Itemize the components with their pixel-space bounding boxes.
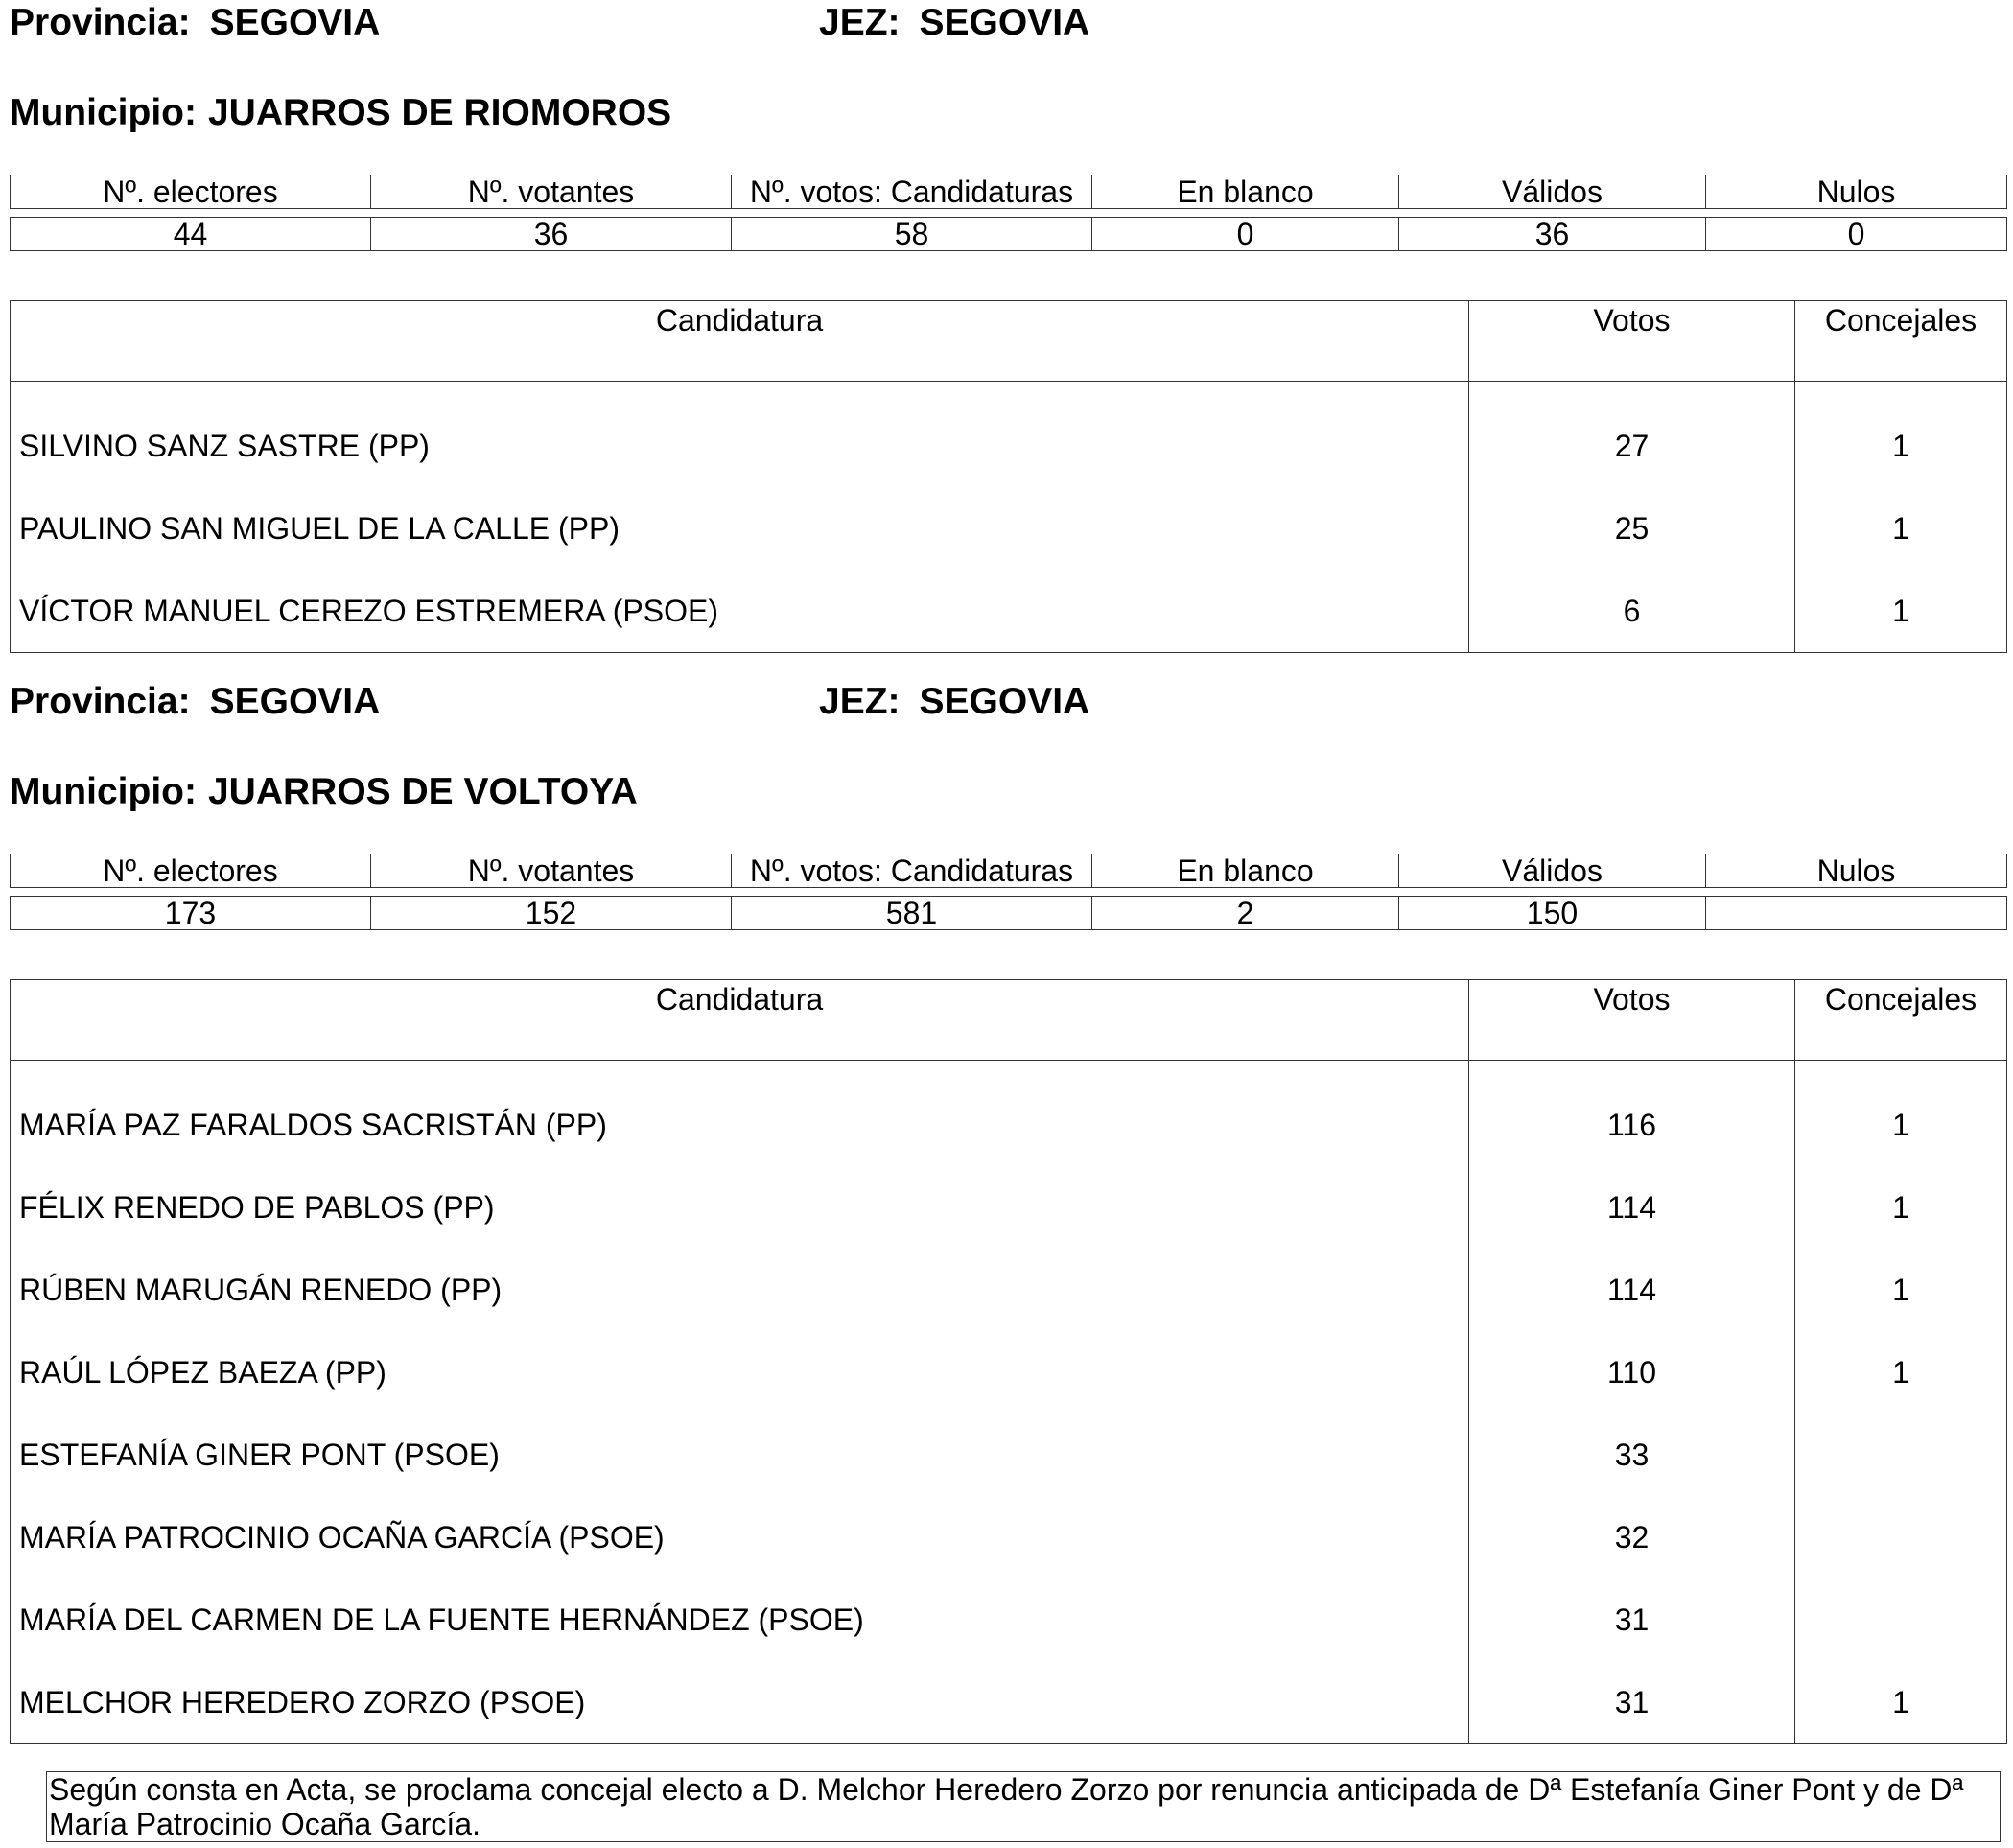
jez-value: SEGOVIA — [919, 2, 1090, 43]
candidate-concejales: 1 — [1795, 382, 2007, 488]
candidate-row — [11, 1166, 2007, 1249]
stats-header-electores: Nº. electores — [11, 175, 371, 209]
stats-header-en-blanco: En blanco — [1092, 175, 1399, 209]
stats-value-votantes: 36 — [371, 218, 732, 251]
stats-value-validos: 150 — [1399, 897, 1706, 930]
candidate-votos: 116 — [1469, 1061, 1795, 1167]
stats-value-en-blanco: 0 — [1092, 218, 1399, 251]
candidates-header-row — [11, 980, 2007, 1061]
candidate-row — [11, 1061, 2007, 1167]
candidate-name: VÍCTOR MANUEL CEREZO ESTREMERA (PSOE) — [19, 593, 718, 628]
candidate-concejales: 1 — [1795, 1061, 2007, 1167]
stats-value-nulos — [1706, 897, 2007, 930]
candidate-name: MARÍA DEL CARMEN DE LA FUENTE HERNÁNDEZ (PSOE) — [19, 1602, 864, 1637]
stats-header-validos: Válidos — [1399, 854, 1706, 888]
provincia-value: SEGOVIA — [209, 2, 381, 43]
municipio-header — [10, 90, 671, 136]
candidate-concejales: 1 — [1795, 1331, 2007, 1414]
provincia-header — [10, 0, 380, 46]
candidates-table — [10, 300, 2007, 653]
jez-header — [819, 0, 1089, 46]
candidate-name: RAÚL LÓPEZ BAEZA (PP) — [19, 1354, 386, 1390]
proclamation-note: Según consta en Acta, se proclama concejal electo a D. Melchor Heredero Zorzo por renuncia anticipada de Dª Estefanía Giner Pont y de Dª María Patrocinio Ocaña García. — [46, 1771, 2001, 1842]
municipio-label: Municipio: — [10, 92, 197, 133]
municipio-header — [10, 769, 638, 815]
stats-values-row — [11, 218, 2007, 251]
candidate-row — [11, 1331, 2007, 1414]
stats-value-en-blanco: 2 — [1092, 897, 1399, 930]
stats-header-table — [10, 854, 2007, 888]
stats-value-votos-candidaturas: 581 — [732, 897, 1092, 930]
municipio-value: JUARROS DE RIOMOROS — [207, 92, 672, 133]
provincia-header — [10, 679, 380, 725]
municipio-value: JUARROS DE VOLTOYA — [207, 771, 638, 812]
candidate-votos: 114 — [1469, 1249, 1795, 1331]
candidate-name: RÚBEN MARUGÁN RENEDO (PP) — [19, 1272, 503, 1307]
stats-header-electores: Nº. electores — [11, 854, 371, 888]
candidate-name: MELCHOR HEREDERO ZORZO (PSOE) — [19, 1684, 586, 1719]
stats-header-votos-candidaturas: Nº. votos: Candidaturas — [732, 854, 1092, 888]
candidate-concejales: 1 — [1795, 1166, 2007, 1249]
candidate-name: FÉLIX RENEDO DE PABLOS (PP) — [19, 1189, 495, 1225]
candidate-concejales — [1795, 1496, 2007, 1579]
candidates-table — [10, 979, 2007, 1744]
stats-header-nulos: Nulos — [1706, 175, 2007, 209]
stats-value-electores: 44 — [11, 218, 371, 251]
candidate-row — [11, 1249, 2007, 1331]
municipio-label: Municipio: — [10, 771, 197, 812]
stats-header-table — [10, 175, 2007, 209]
stats-value-votantes: 152 — [371, 897, 732, 930]
candidate-concejales: 1 — [1795, 570, 2007, 653]
candidate-votos: 31 — [1469, 1661, 1795, 1744]
candidate-concejales: 1 — [1795, 1661, 2007, 1744]
jez-label: JEZ: — [819, 681, 901, 722]
votos-header: Votos — [1469, 301, 1795, 382]
stats-header-en-blanco: En blanco — [1092, 854, 1399, 888]
candidate-row — [11, 1661, 2007, 1744]
candidatura-header: Candidatura — [11, 301, 1469, 382]
candidate-name: ESTEFANÍA GINER PONT (PSOE) — [19, 1437, 500, 1472]
candidate-votos: 31 — [1469, 1579, 1795, 1661]
stats-header-nulos: Nulos — [1706, 854, 2007, 888]
candidate-name: MARÍA PAZ FARALDOS SACRISTÁN (PP) — [19, 1107, 607, 1142]
candidate-concejales — [1795, 1414, 2007, 1496]
jez-header — [819, 679, 1089, 725]
provincia-value: SEGOVIA — [209, 681, 381, 722]
candidate-votos: 6 — [1469, 570, 1795, 653]
jez-label: JEZ: — [819, 2, 901, 43]
candidate-votos: 27 — [1469, 382, 1795, 488]
concejales-header: Concejales — [1795, 980, 2007, 1061]
candidate-name: MARÍA PATROCINIO OCAÑA GARCÍA (PSOE) — [19, 1519, 665, 1555]
candidate-concejales: 1 — [1795, 1249, 2007, 1331]
candidate-name: PAULINO SAN MIGUEL DE LA CALLE (PP) — [19, 510, 620, 546]
candidate-votos: 25 — [1469, 487, 1795, 570]
candidatura-header: Candidatura — [11, 980, 1469, 1061]
stats-header-validos: Válidos — [1399, 175, 1706, 209]
jez-value: SEGOVIA — [919, 681, 1090, 722]
stats-header-votantes: Nº. votantes — [371, 175, 732, 209]
stats-header-votantes: Nº. votantes — [371, 854, 732, 888]
provincia-label: Provincia: — [10, 681, 191, 722]
candidate-row — [11, 487, 2007, 570]
stats-values-table — [10, 217, 2007, 251]
candidate-row — [11, 1496, 2007, 1579]
candidate-votos: 33 — [1469, 1414, 1795, 1496]
candidate-row — [11, 1414, 2007, 1496]
candidate-concejales — [1795, 1579, 2007, 1661]
stats-values-table — [10, 896, 2007, 930]
candidate-row — [11, 1579, 2007, 1661]
stats-header-row — [11, 854, 2007, 888]
stats-value-validos: 36 — [1399, 218, 1706, 251]
candidates-header-row — [11, 301, 2007, 382]
concejales-header: Concejales — [1795, 301, 2007, 382]
candidate-votos: 114 — [1469, 1166, 1795, 1249]
votos-header: Votos — [1469, 980, 1795, 1061]
stats-value-votos-candidaturas: 58 — [732, 218, 1092, 251]
provincia-label: Provincia: — [10, 2, 191, 43]
candidate-votos: 32 — [1469, 1496, 1795, 1579]
stats-header-votos-candidaturas: Nº. votos: Candidaturas — [732, 175, 1092, 209]
stats-values-row — [11, 897, 2007, 930]
candidate-votos: 110 — [1469, 1331, 1795, 1414]
candidate-row — [11, 570, 2007, 653]
candidate-name: SILVINO SANZ SASTRE (PP) — [19, 428, 430, 463]
stats-value-electores: 173 — [11, 897, 371, 930]
candidate-row — [11, 382, 2007, 488]
stats-value-nulos: 0 — [1706, 218, 2007, 251]
stats-header-row — [11, 175, 2007, 209]
candidate-concejales: 1 — [1795, 487, 2007, 570]
